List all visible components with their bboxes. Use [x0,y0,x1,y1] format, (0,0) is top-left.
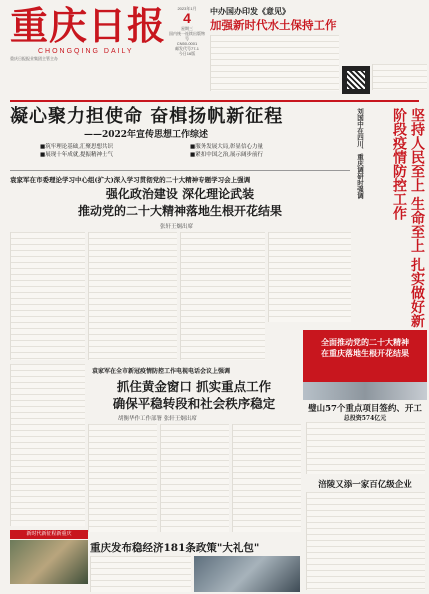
publisher-note: 重庆日报报业集团主管主办 [10,56,58,61]
bottom-story-title[interactable]: 重庆发布稳经济181条政策"大礼包" [90,542,260,554]
article1-byline: 张轩王炯出席 [160,224,194,230]
side-story-kicker: 刘国中在四川、重庆调研时强调 [356,108,364,199]
side-story-title[interactable]: 坚持人民至上 生命至上 扎实做好新阶段疫情防控工作 [391,108,425,328]
side-story2-body [306,422,425,474]
article2-title-line[interactable]: 抓住黄金窗口 抓实重点工作 [116,379,272,394]
header-story-body [210,35,339,91]
article1-col1 [10,232,85,360]
section-divider [10,170,350,171]
bottom-story-body [90,556,191,592]
masthead-title-en: CHONGQING DAILY [38,48,134,55]
news-photo [10,540,88,584]
issue-info-2: CN50-0001 [176,41,198,46]
article2-title-line[interactable]: 确保平稳转段和社会秩序稳定 [112,396,276,411]
date-column [168,6,206,56]
side-story3-body [306,492,425,590]
banner-point: ■筑牢理论基础,汇聚思想共识 [40,144,113,150]
article1-title-line[interactable]: 强化政治建设 深化理论武装 [105,187,255,201]
article2-title[interactable] [88,378,300,412]
side-story2-title[interactable]: 璧山57个重点项目签约、开工 [308,404,422,414]
article1-kicker: 袁家军在市委理论学习中心组(扩大)深入学习贯彻党的二十大精神专题学习会上强调 [10,176,251,184]
date-day: 4 [183,10,191,26]
article2-byline: 胡衡华作工作部署 张轩王炯出席 [118,416,197,422]
weekday: 星期三 [181,26,193,31]
banner-point: ■紧扣中国之治,展示阔步前行 [190,152,263,158]
article1-col4 [268,232,351,322]
header-side-body [372,64,427,90]
article2-col1 [88,424,157,532]
banner-points-left [40,143,113,159]
header-story-title[interactable]: 加强新时代水土保持工作 [210,18,337,32]
side-story2-subtitle: 总投资574亿元 [343,415,387,422]
header-story-kicker: 中办国办印发《意见》 [210,6,290,16]
article1-title[interactable] [10,186,350,220]
article2-left-col [10,364,85,526]
promo-text [303,330,427,359]
article2-col3 [232,424,301,532]
banner-title[interactable]: 凝心聚力担使命 奋楫扬帆新征程 [10,106,284,127]
masthead-title: 重庆日报 [10,3,167,48]
promo-box[interactable] [303,330,427,382]
banner-point: ■服务发展大局,彰显信心力量 [190,144,263,150]
promo-line: 在重庆落地生根开花结果 [321,348,409,358]
issue-info-1: 国内统一连续出版物号 [169,31,205,41]
date-month: 2023年1月 [177,6,197,11]
article1-title-line[interactable]: 推动党的二十大精神落地生根开花结果 [77,204,282,218]
masthead-divider [10,100,419,102]
promo-photo [303,382,427,400]
issue-info-4: 今日16版 [178,51,196,56]
issue-info-3: 邮发代号77-1 [174,46,199,51]
promo-line: 全面推动党的二十大精神 [321,337,409,347]
side-story3-title[interactable]: 涪陵又添一家百亿级企业 [318,480,412,490]
banner-points-right [190,143,263,159]
bottom-photo [194,556,300,592]
banner-point: ■展现十年成就,提振精神士气 [40,152,113,158]
article1-col2 [88,232,177,360]
photo-caption: 新时代新征程新重庆 [10,530,88,539]
banner-subtitle: ——2022年宣传思想工作综述 [84,130,209,140]
qr-code-icon [342,66,370,94]
article2-col2 [160,424,229,532]
article1-col3 [180,232,265,360]
article2-kicker: 袁家军在全市新冠疫情防控工作电视电话会议上强调 [92,368,231,375]
